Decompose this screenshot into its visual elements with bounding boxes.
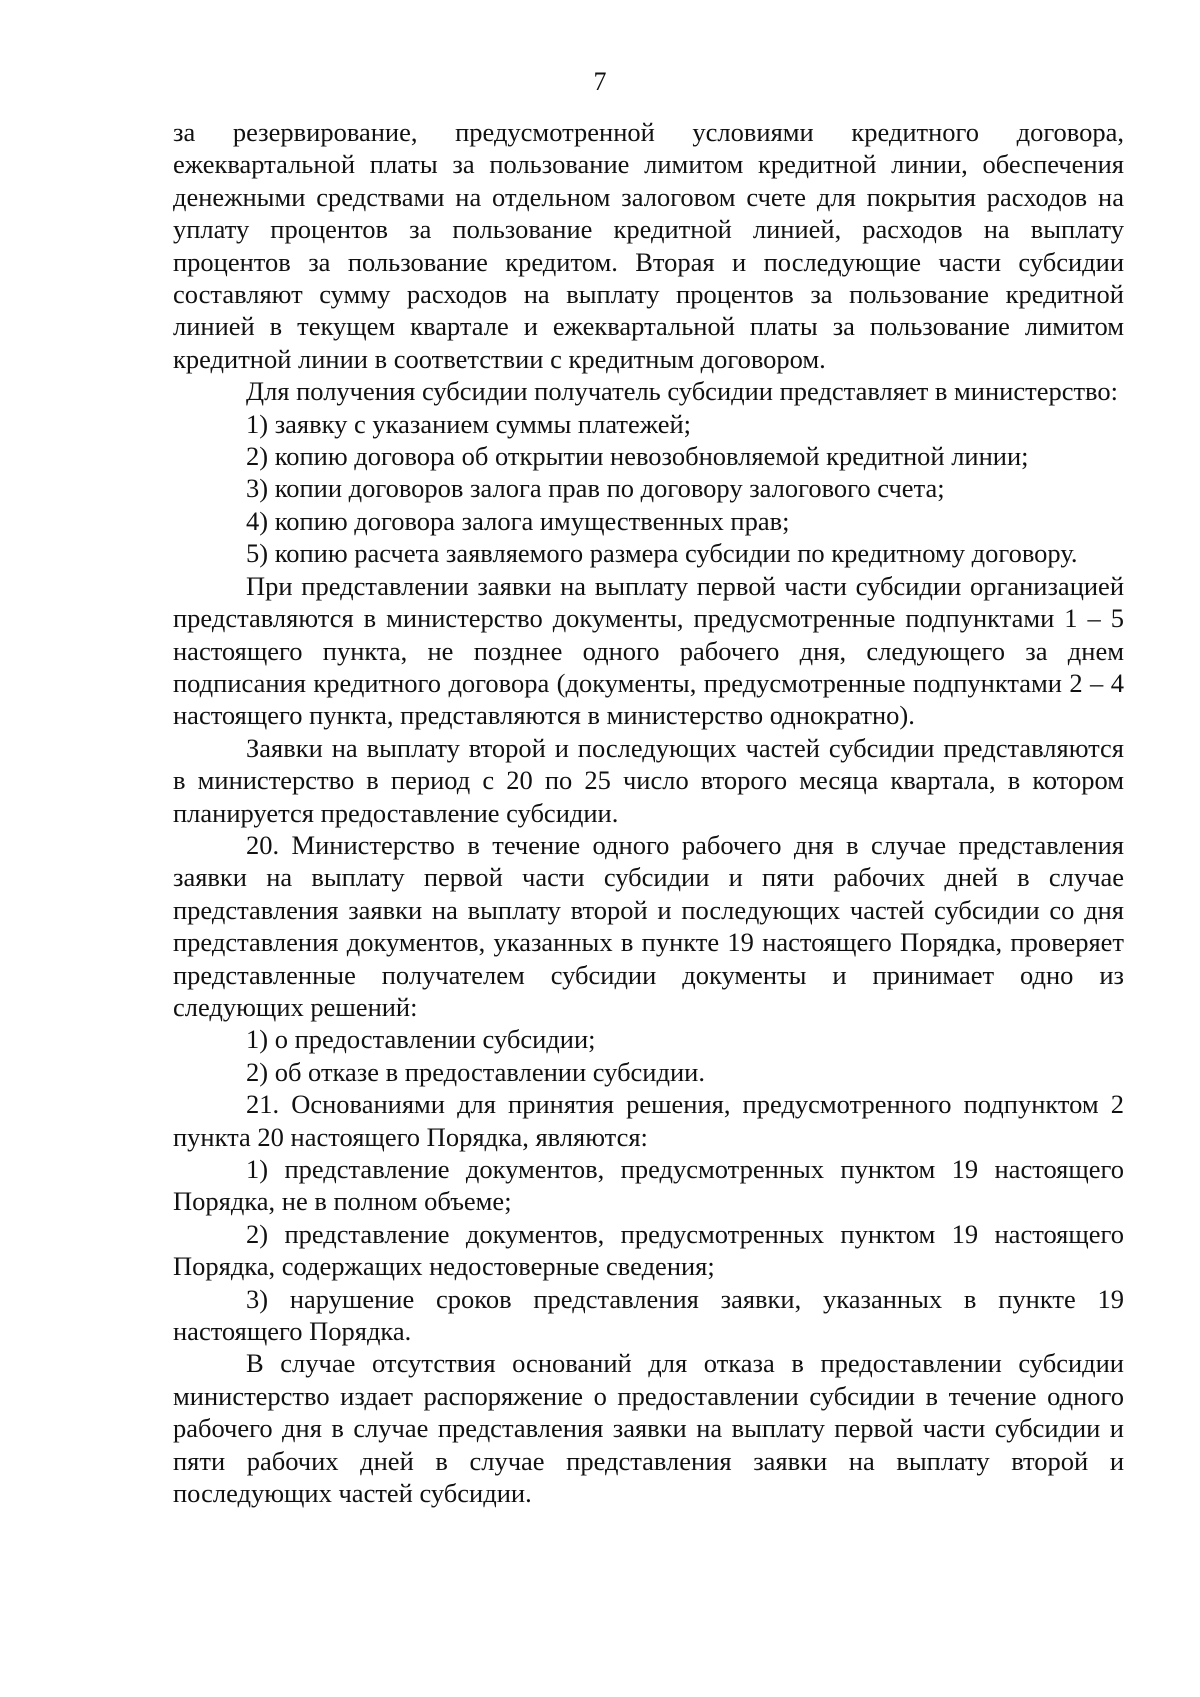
list-item-unreliable-information: 2) представление документов, предусмотренных пунктом 19 настоящего Порядка, содержащих недостоверные сведения; <box>173 1218 1124 1282</box>
paragraph-subsequent-parts-submission: Заявки на выплату второй и последующих частей субсидии представляются в министерство в период с 20 по 25 число второго месяца квартала, в котором планируется предоставление субсидии. <box>173 732 1124 828</box>
list-item-property-rights-pledge: 4) копию договора залога имущественных прав; <box>246 505 790 536</box>
paragraph-documents-intro: Для получения субсидии получатель субсидии представляет в министерство: <box>246 376 1118 407</box>
list-item-decision-grant: 1) о предоставлении субсидии; <box>246 1024 596 1055</box>
list-item-pledge-contracts: 3) копии договоров залога прав по договору залогового счета; <box>246 473 945 504</box>
document-body <box>173 116 1124 1509</box>
list-item-subsidy-calculation: 5) копию расчета заявляемого размера субсидии по кредитному договору. <box>246 538 1078 569</box>
paragraph-section-21: 21. Основаниями для принятия решения, предусмотренного подпунктом 2 пункта 20 настоящего Порядка, являются: <box>173 1089 1124 1152</box>
paragraph-subsidy-parts: за резервирование, предусмотренной условиями кредитного договора, ежеквартальной платы за пользование лимитом кредитной линии, обеспечения денежными средствами на отдельном залоговом счете для покрытия расходов на уплату процентов за пользование кредитной линией, расходов на выплату процентов за пользование кредитом. Вторая и последующие части субсидии составляют сумму расходов на выплату процентов за пользование кредитной линией в текущем квартале и ежеквартальной платы за пользование лимитом кредитной линии в соответствии с кредитным договором. <box>173 117 1124 374</box>
page-number: 7 <box>593 67 607 96</box>
list-item-application: 1) заявку с указанием суммы платежей; <box>246 408 692 439</box>
paragraph-first-part-submission: При представлении заявки на выплату первой части субсидии организацией представляются в министерство документы, предусмотренные подпунктами 1 – 5 настоящего пункта, не позднее одного рабочего дня, следующего за днем подписания кредитного договора (документы, предусмотренные подпунктами 2 – 4 настоящего пункта, представляются в министерство однократно). <box>173 570 1124 731</box>
list-item-deadline-violation: 3) нарушение сроков представления заявки, указанных в пункте 19 настоящего Порядка. <box>173 1283 1124 1347</box>
list-item-credit-line-contract: 2) копию договора об открытии невозобновляемой кредитной линии; <box>246 441 1029 472</box>
paragraph-subsidy-order: В случае отсутствия оснований для отказа в предоставлении субсидии министерство издает распоряжение о предоставлении субсидии в течение одного рабочего дня в случае представления заявки на выплату первой части субсидии и пяти рабочих дней в случае представления заявки на выплату второй и последующих частей субсидии. <box>173 1348 1124 1509</box>
list-item-incomplete-documents: 1) представление документов, предусмотренных пунктом 19 настоящего Порядка, не в полном объеме; <box>173 1154 1124 1217</box>
paragraph-section-20: 20. Министерство в течение одного рабочего дня в случае представления заявки на выплату первой части субсидии и пяти рабочих дней в случае представления заявки на выплату второй и последующих частей субсидии со дня представления документов, указанных в пункте 19 настоящего Порядка, проверяет представленные получателем субсидии документы и принимает одно из следующих решений: <box>173 829 1124 1022</box>
list-item-decision-refuse: 2) об отказе в предоставлении субсидии. <box>246 1056 705 1087</box>
